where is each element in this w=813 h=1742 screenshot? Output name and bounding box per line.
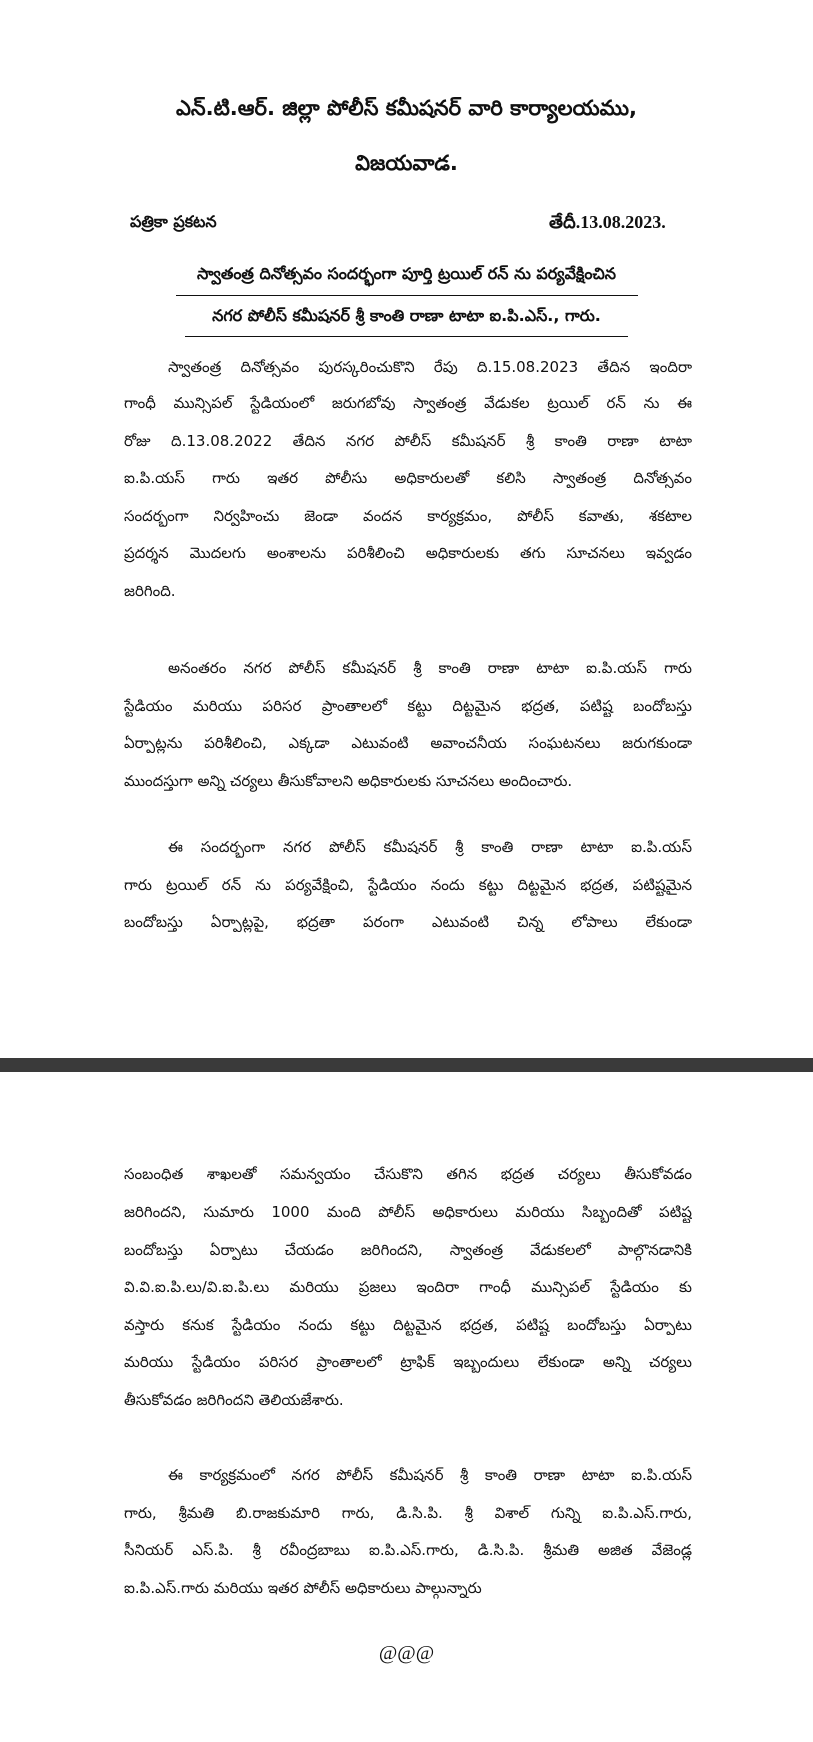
office-title: ఎన్.టి.ఆర్. జిల్లా పోలీస్ కమీషనర్ వారి కార్యాలయము, [175, 96, 638, 120]
paragraph-2-line: అనంతరం నగర పోలీస్ కమీషనర్ శ్రీ కాంతి రాణా టాటా ఐ.పి.యస్ గారు [168, 659, 692, 677]
paragraph-4-line: మరియు స్టేడియం పరిసర ప్రాంతాలలో ట్రాఫిక్ ఇబ్బందులు లేకుండా అన్ని చర్యలు [124, 1353, 692, 1371]
subject-line-2: నగర పోలీస్ కమీషనర్ శ్రీ కాంతి రాణా టాటా ఐ.పి.ఎస్., గారు. [212, 306, 601, 325]
paragraph-5-line: గారు, శ్రీమతి బి.రాజకుమారి గారు, డి.సి.పి. శ్రీ విశాల్ గున్ని ఐ.పి.ఎస్.గారు, [124, 1504, 692, 1522]
paragraph-2-line: స్టేడియం మరియు పరిసర ప్రాంతాలలో కట్టు దిట్టమైన భద్రత, పటిష్ట బందోబస్తు [124, 697, 692, 715]
paragraph-1-line: స్వాతంత్ర దినోత్సవం పురస్కరించుకొని రేపు ది.15.08.2023 తేదిన ఇందిరా [168, 358, 692, 376]
paragraph-2-line: ఏర్పాట్లను పరిశీలించి, ఎక్కడా ఎటువంటి అవాంచనీయ సంఘటనలు జరుగకుండా [124, 734, 692, 752]
press-release-label: పత్రికా ప్రకటన [130, 212, 217, 231]
end-mark: @@@ [378, 1642, 435, 1664]
paragraph-4-line: జరిగిందని, సుమారు 1000 మంది పోలీస్ అధికారులు మరియు సిబ్బందితో పటిష్ట [124, 1203, 692, 1221]
paragraph-4-line: వి.వి.ఐ.పి.లు/వి.ఐ.పి.లు మరియు ప్రజలు ఇందిరా గాంధీ మున్సిపల్ స్టేడియం కు [124, 1278, 692, 1296]
paragraph-5-line: ఈ కార్యక్రమంలో నగర పోలీస్ కమీషనర్ శ్రీ కాంతి రాణా టాటా ఐ.పి.యస్ [168, 1466, 692, 1484]
paragraph-4-line: బందోబస్తు ఏర్పాటు చేయడం జరిగిందని, స్వాతంత్ర వేడుకలలో పాల్గొనడానికి [124, 1241, 692, 1259]
paragraph-1-line: జరిగింది. [124, 582, 176, 600]
paragraph-4-line: సంబంధిత శాఖలతో సమన్వయం చేసుకొని తగిన భద్రత చర్యలు తీసుకోవడం [124, 1165, 692, 1183]
paragraph-4-line: తీసుకోవడం జరిగిందని తెలియజేశారు. [124, 1391, 344, 1409]
subject-underline-2 [185, 336, 628, 337]
paragraph-2-line: ముందస్తుగా అన్ని చర్యలు తీసుకోవాలని అధికారులకు సూచనలు అందించారు. [124, 772, 573, 790]
subject-line-1: స్వాతంత్ర దినోత్సవం సందర్భంగా పూర్తి ట్రయిల్ రన్ ను పర్యవేక్షించిన [197, 264, 616, 283]
subject-underline-1 [176, 295, 638, 296]
paragraph-5-line: ఐ.పి.ఎస్.గారు మరియు ఇతర పోలీస్ అధికారులు పాల్గున్నారు [124, 1579, 482, 1597]
paragraph-3-line: గారు ట్రయిల్ రన్ ను పర్యవేక్షించి, స్టేడియం నందు కట్టు దిట్టమైన భద్రత, పటిష్టమైన [124, 876, 692, 894]
paragraph-3-line: ఈ సందర్భంగా నగర పోలీస్ కమీషనర్ శ్రీ కాంతి రాణా టాటా ఐ.పి.యస్ [168, 838, 692, 856]
office-city: విజయవాడ. [355, 151, 458, 175]
paragraph-4-line: వస్తారు కనుక స్టేడియం నందు కట్టు దిట్టమైన భద్రత, పటిష్ట బందోబస్తు ఏర్పాటు [124, 1316, 692, 1334]
paragraph-1-line: గాంధీ మున్సిపల్ స్టేడియంలో జరుగబోవు స్వాతంత్ర వేడుకల ట్రయిల్ రన్ ను ఈ [124, 394, 692, 412]
paragraph-1-line: సందర్భంగా నిర్వహించు జెండా వందన కార్యక్రమం, పోలీస్ కవాతు, శకటాల [124, 507, 692, 525]
release-date: తేదీ.13.08.2023. [549, 212, 666, 232]
paragraph-1-line: ప్రదర్శన మొదలగు అంశాలను పరిశీలించి అధికారులకు తగు సూచనలు ఇవ్వడం [124, 544, 692, 562]
paragraph-5-line: సీనియర్ ఎస్.పి. శ్రీ రవీంద్రబాబు ఐ.పి.ఎస్.గారు, డి.సి.పి. శ్రీమతి అజిత వేజెండ్ల [124, 1541, 692, 1559]
paragraph-1-line: రోజు ది.13.08.2022 తేదిన నగర పోలీస్ కమీషనర్ శ్రీ కాంతి రాణా టాటా [124, 432, 692, 450]
page-separator [0, 1058, 813, 1072]
paragraph-1-line: ఐ.పి.యస్ గారు ఇతర పోలీసు అధికారులతో కలిసి స్వాతంత్ర దినోత్సవం [124, 469, 692, 487]
paragraph-3-line: బందోబస్తు ఏర్పాట్లపై, భద్రతా పరంగా ఎటువంటి చిన్న లోపాలు లేకుండా [124, 913, 692, 931]
